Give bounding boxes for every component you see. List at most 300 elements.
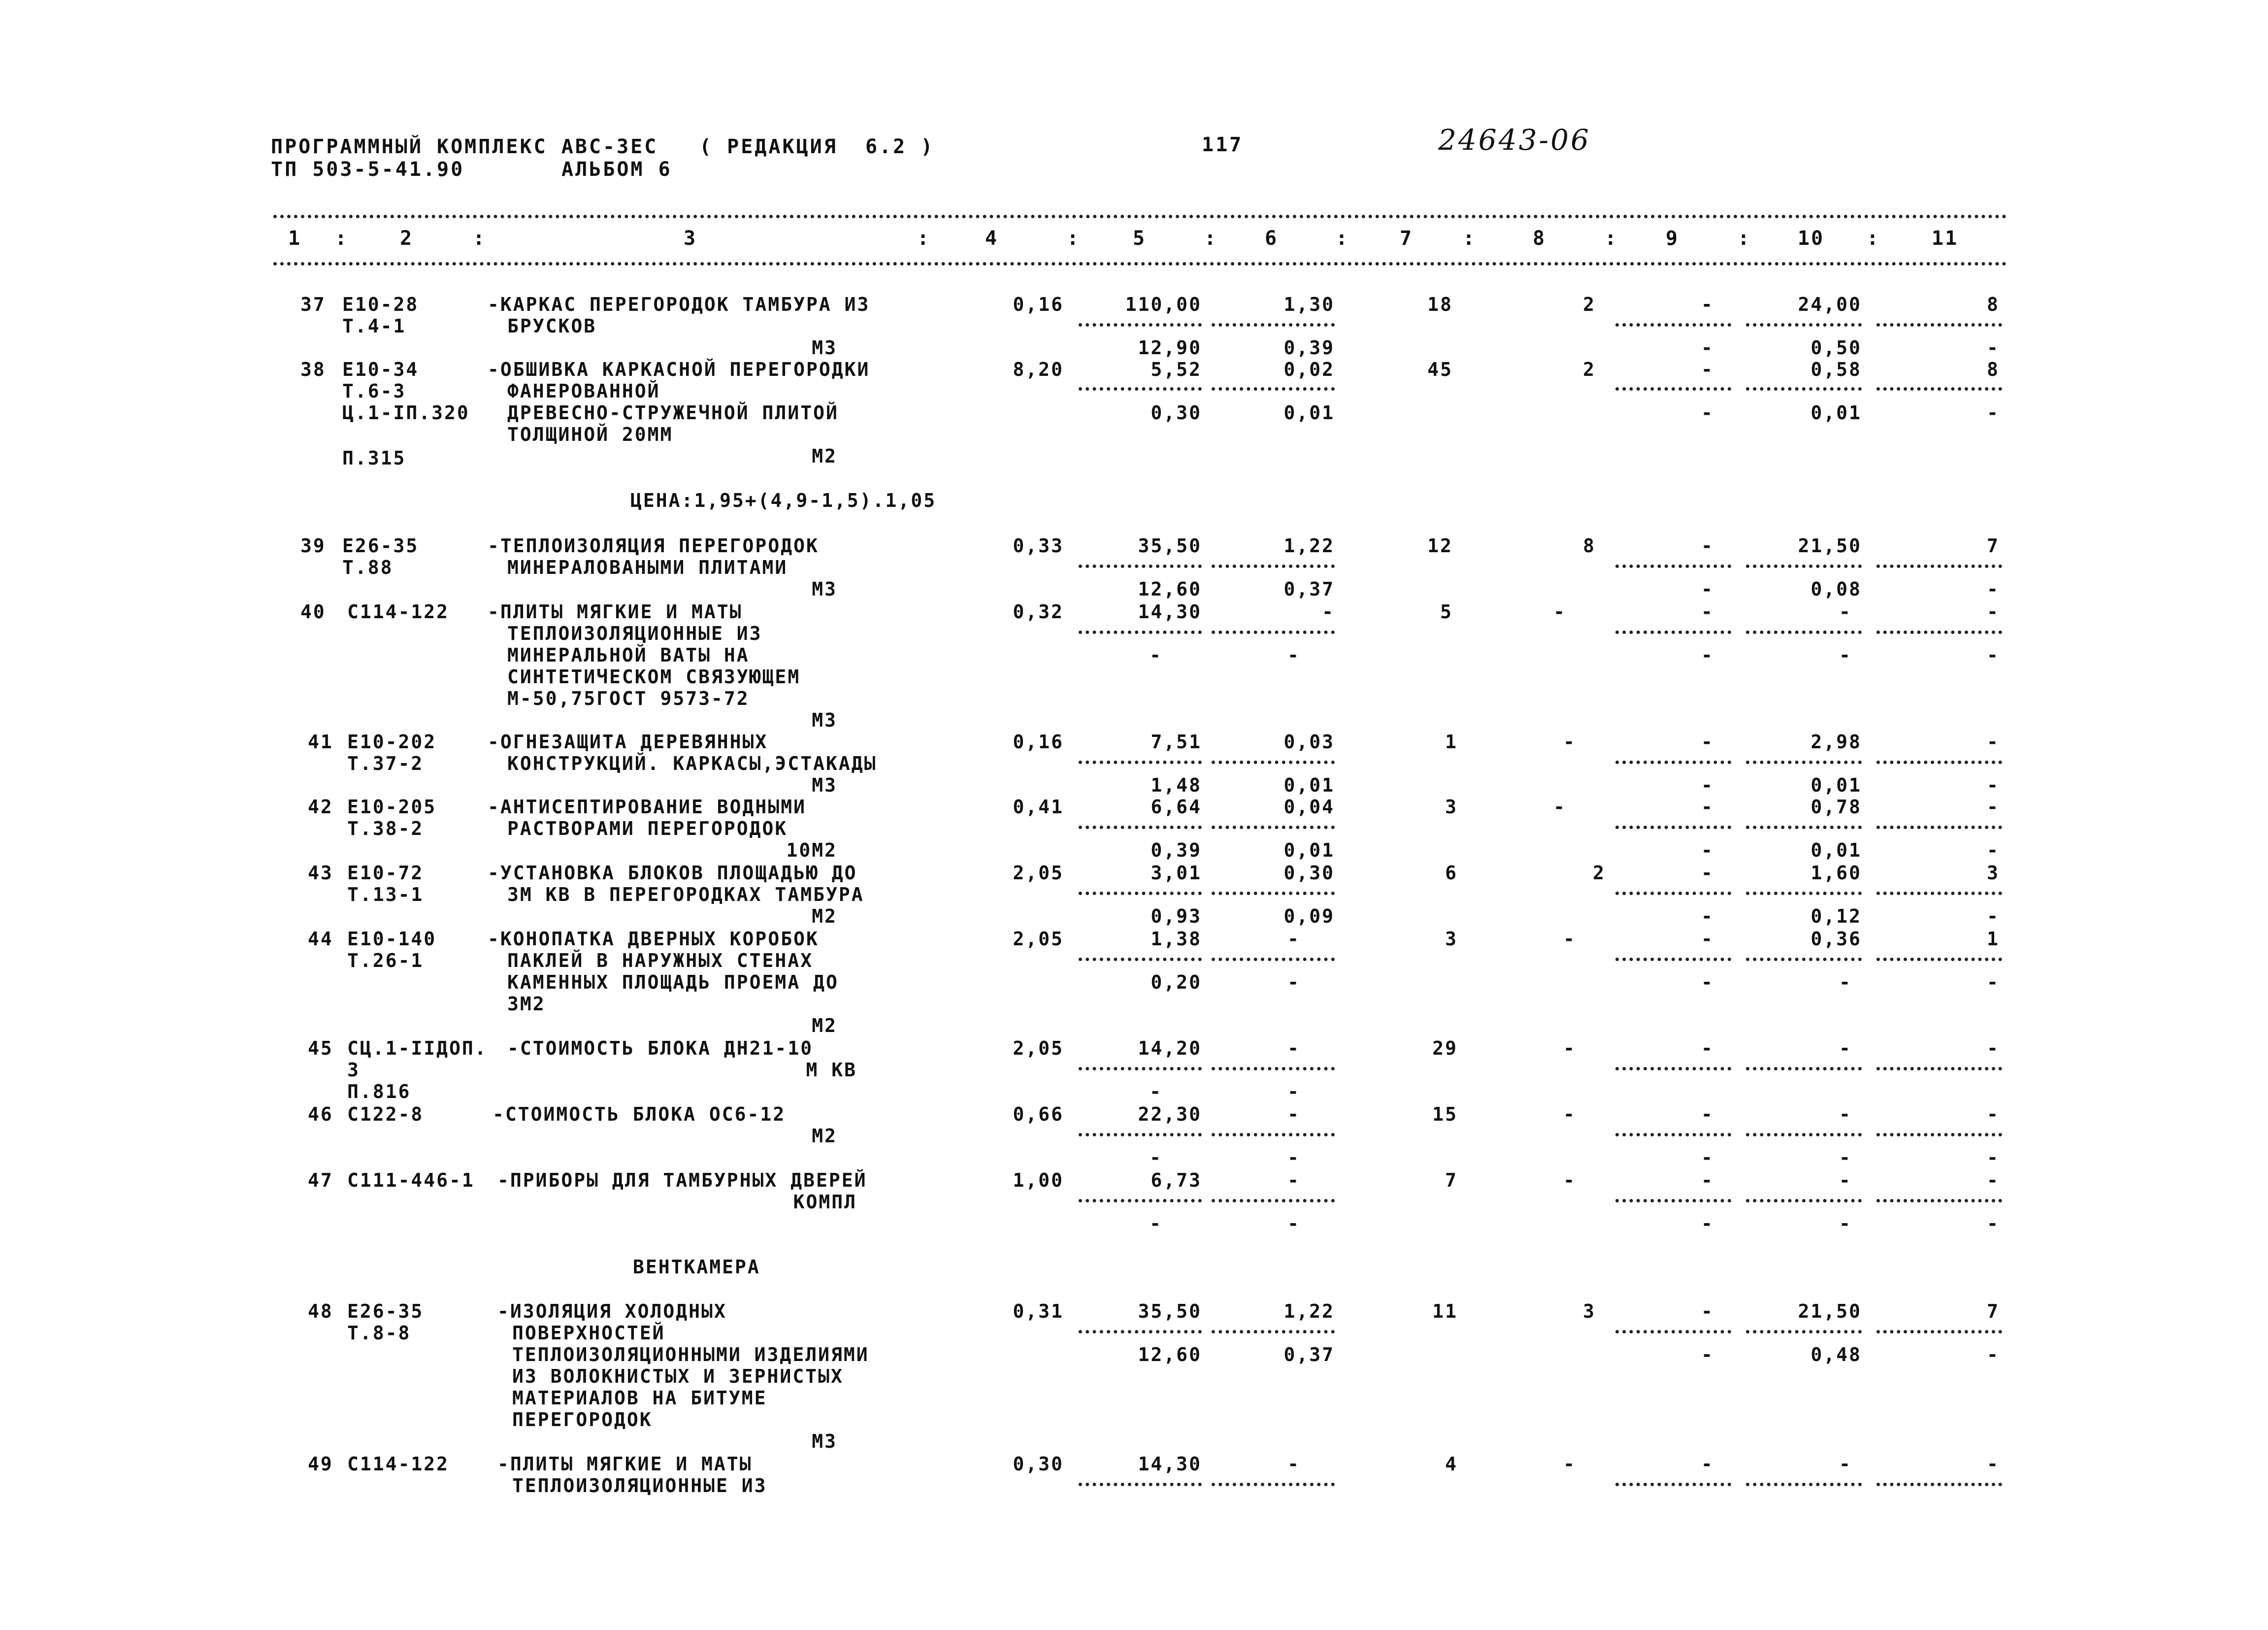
- cell-rule: [1876, 761, 2002, 764]
- col5-value: 1,38: [1150, 928, 1202, 950]
- quantity: 0,66: [1013, 1103, 1064, 1125]
- cell-rule: [1876, 387, 2002, 391]
- col8-value: 2: [1583, 359, 1596, 380]
- col5-value: 14,30: [1138, 1453, 1202, 1475]
- col10-value: 1,60: [1810, 862, 1862, 884]
- col5-value: 3,01: [1150, 862, 1202, 884]
- cell-rule: [1212, 892, 1335, 895]
- cell-rule: [1079, 1330, 1202, 1333]
- col8-value: -: [1563, 928, 1576, 950]
- col6-value: 0,02: [1283, 359, 1335, 380]
- col7-value: 7: [1445, 1169, 1458, 1191]
- cell-rule: [1615, 631, 1731, 634]
- col5-value: 35,50: [1138, 1300, 1202, 1322]
- norm-code: С122-8: [347, 1103, 424, 1125]
- col-8: 8: [1533, 227, 1546, 250]
- col10-value: 2,98: [1810, 731, 1862, 753]
- col11-value: -: [1987, 905, 2000, 927]
- work-description: СИНТЕТИЧЕСКОМ СВЯЗУЮЩЕМ: [507, 666, 801, 688]
- quantity: 0,31: [1013, 1300, 1064, 1322]
- col6-value: -: [1287, 1169, 1300, 1191]
- col5-value: 5,52: [1150, 359, 1202, 380]
- price-position: П.315: [342, 447, 406, 469]
- row-number: 41: [308, 731, 333, 753]
- cell-rule: [1079, 1133, 1202, 1136]
- col8-value: -: [1553, 796, 1566, 818]
- page-number: 117: [1202, 133, 1244, 156]
- col5-value: 0,30: [1150, 402, 1202, 424]
- col10-value: 21,50: [1798, 535, 1862, 557]
- col-6: 6: [1265, 227, 1279, 250]
- col5-value: -: [1150, 1081, 1162, 1102]
- col7-value: 3: [1445, 796, 1458, 818]
- col11-value: -: [1987, 1453, 2000, 1475]
- cell-rule: [1079, 761, 1202, 764]
- cell-rule: [1746, 631, 1862, 634]
- col11-value: -: [1987, 578, 2000, 600]
- program-title: ПРОГРАММНЫЙ КОМПЛЕКС АВС-3ЕС: [271, 135, 658, 158]
- col10-value: -: [1839, 644, 1852, 666]
- col-5: 5: [1133, 227, 1147, 250]
- work-description: ТОЛЩИНОЙ 20ММ: [507, 424, 673, 445]
- work-description: КАМЕННЫХ ПЛОЩАДЬ ПРОЕМА ДО: [507, 971, 839, 993]
- unit: М КВ: [806, 1059, 857, 1081]
- col9-value: -: [1701, 796, 1714, 818]
- work-description: ДРЕВЕСНО-СТРУЖЕЧНОЙ ПЛИТОЙ: [507, 402, 839, 424]
- quantity: 0,32: [1013, 601, 1064, 623]
- quantity: 0,16: [1013, 731, 1064, 753]
- col10-value: -: [1839, 1147, 1852, 1168]
- col6-value: 0,09: [1283, 905, 1335, 927]
- col6-value: -: [1322, 601, 1335, 623]
- col9-value: -: [1701, 1103, 1714, 1125]
- work-description: -ПЛИТЫ МЯГКИЕ И МАТЫ: [497, 1453, 753, 1475]
- cell-rule: [1746, 958, 1862, 961]
- col-sep: :: [1204, 227, 1218, 250]
- work-description: МИНЕРАЛОВАНЫМИ ПЛИТАМИ: [507, 557, 788, 578]
- col7-value: 6: [1445, 862, 1458, 884]
- col10-value: -: [1839, 1453, 1852, 1475]
- cell-rule: [1079, 1199, 1202, 1202]
- project-code: ТП 503-5-41.90: [271, 158, 465, 181]
- col6-value: 0,04: [1283, 796, 1335, 818]
- work-description: -ПЛИТЫ МЯГКИЕ И МАТЫ: [488, 601, 743, 623]
- cell-rule: [1876, 1483, 2002, 1486]
- cell-rule: [1212, 565, 1335, 568]
- col5-value: 22,30: [1138, 1103, 1202, 1125]
- col9-value: -: [1701, 731, 1714, 753]
- row-number: 43: [308, 862, 333, 884]
- quantity: 1,00: [1013, 1169, 1064, 1191]
- col5-value: 14,30: [1138, 601, 1202, 623]
- cell-rule: [1615, 1133, 1731, 1136]
- col11-value: -: [1987, 644, 2000, 666]
- col9-value: -: [1701, 1147, 1714, 1168]
- col11-value: -: [1987, 1103, 2000, 1125]
- row-number: 45: [308, 1037, 333, 1059]
- row-number: 44: [308, 928, 333, 950]
- col9-value: -: [1701, 578, 1714, 600]
- col11-value: -: [1987, 839, 2000, 861]
- cell-rule: [1746, 892, 1862, 895]
- col8-value: 2: [1593, 862, 1606, 884]
- col-10: 10: [1798, 227, 1825, 250]
- col10-value: 0,08: [1810, 578, 1862, 600]
- norm-code: С111-446-1: [347, 1169, 475, 1191]
- col9-value: -: [1701, 1169, 1714, 1191]
- col9-value: -: [1701, 1037, 1714, 1059]
- col7-value: 5: [1440, 601, 1453, 623]
- cell-rule: [1876, 892, 2002, 895]
- col10-value: -: [1839, 1037, 1852, 1059]
- col-sep: :: [917, 227, 931, 250]
- col6-value: 0,30: [1283, 862, 1335, 884]
- col10-value: 0,78: [1810, 796, 1862, 818]
- cell-rule: [1079, 323, 1202, 327]
- cell-rule: [1615, 761, 1731, 764]
- col8-value: -: [1563, 1037, 1576, 1059]
- work-description: -ПРИБОРЫ ДЛЯ ТАМБУРНЫХ ДВЕРЕЙ: [497, 1169, 867, 1191]
- col5-value: -: [1150, 1213, 1162, 1234]
- col5-value: 7,51: [1150, 731, 1202, 753]
- col-sep: :: [335, 227, 349, 250]
- col-11: 11: [1932, 227, 1959, 250]
- col8-value: -: [1563, 731, 1576, 753]
- cell-rule: [1212, 1330, 1335, 1333]
- row-number: 42: [308, 796, 333, 818]
- cell-rule: [1212, 1133, 1335, 1136]
- work-description: М-50,75ГОСТ 9573-72: [507, 688, 750, 709]
- cell-rule: [1615, 826, 1731, 829]
- col10-value: 0,12: [1810, 905, 1862, 927]
- cell-rule: [1746, 1199, 1862, 1202]
- col10-value: -: [1839, 1169, 1852, 1191]
- unit: М3: [812, 1430, 837, 1452]
- col5-value: -: [1150, 1147, 1162, 1168]
- quantity: 0,30: [1013, 1453, 1064, 1475]
- cell-rule: [1876, 1067, 2002, 1070]
- col11-value: 3: [1987, 862, 2000, 884]
- quantity: 0,16: [1013, 294, 1064, 315]
- norm-code: Е10-72: [347, 862, 424, 884]
- col9-value: -: [1701, 774, 1714, 796]
- col10-value: -: [1839, 971, 1852, 993]
- price-formula: ЦЕНА:1,95+(4,9-1,5).1,05: [630, 490, 937, 511]
- album: АЛЬБОМ 6: [561, 158, 672, 181]
- unit: М2: [812, 1015, 837, 1036]
- row-number: 40: [300, 601, 326, 623]
- norm-code: Е10-34: [342, 359, 419, 380]
- work-description: ПАКЛЕЙ В НАРУЖНЫХ СТЕНАХ: [507, 950, 814, 971]
- col-9: 9: [1666, 227, 1679, 250]
- cell-rule: [1615, 958, 1731, 961]
- col-2: 2: [400, 227, 414, 250]
- cell-rule: [1746, 565, 1862, 568]
- norm-code: Е26-35: [342, 535, 419, 557]
- col7-value: 45: [1427, 359, 1453, 380]
- col6-value: 0,37: [1283, 1344, 1335, 1365]
- cell-rule: [1746, 826, 1862, 829]
- row-number: 46: [308, 1103, 333, 1125]
- col11-value: 8: [1987, 359, 2000, 380]
- col11-value: 1: [1987, 928, 2000, 950]
- cell-rule: [1212, 323, 1335, 327]
- cell-rule: [1212, 631, 1335, 634]
- col9-value: -: [1701, 862, 1714, 884]
- norm-code: Е10-140: [347, 928, 437, 950]
- cell-rule: [1079, 826, 1202, 829]
- col9-value: -: [1701, 971, 1714, 993]
- norm-code: Е26-35: [347, 1300, 424, 1322]
- col6-value: 1,30: [1283, 294, 1335, 315]
- col10-value: -: [1839, 1103, 1852, 1125]
- norm-code-table: Т.8-8: [347, 1322, 411, 1344]
- work-description: КОНСТРУКЦИЙ. КАРКАСЫ,ЭСТАКАДЫ: [507, 753, 877, 774]
- work-description: ПЕРЕГОРОДОК: [512, 1409, 653, 1430]
- col-sep: :: [1067, 227, 1081, 250]
- col6-value: -: [1287, 1453, 1300, 1475]
- col11-value: -: [1987, 1147, 2000, 1168]
- col5-value: 12,60: [1138, 578, 1202, 600]
- col10-value: 0,50: [1810, 337, 1862, 359]
- cell-rule: [1746, 761, 1862, 764]
- quantity: 2,05: [1013, 1037, 1064, 1059]
- cell-rule: [1876, 1133, 2002, 1136]
- col-sep: :: [1867, 227, 1880, 250]
- cell-rule: [1079, 1483, 1202, 1486]
- cell-rule: [1212, 1483, 1335, 1486]
- col7-value: 12: [1427, 535, 1453, 557]
- section-title: ВЕНТКАМЕРА: [633, 1256, 760, 1278]
- col-sep: :: [1605, 227, 1618, 250]
- cell-rule: [1079, 892, 1202, 895]
- col10-value: 0,58: [1810, 359, 1862, 380]
- col10-value: 21,50: [1798, 1300, 1862, 1322]
- work-description: 3М2: [507, 993, 546, 1015]
- col8-value: 8: [1583, 535, 1596, 557]
- work-description: -АНТИСЕПТИРОВАНИЕ ВОДНЫМИ: [488, 796, 806, 818]
- col11-value: -: [1987, 1213, 2000, 1234]
- col7-value: 18: [1427, 294, 1453, 315]
- col-7: 7: [1400, 227, 1413, 250]
- col6-value: 0,03: [1283, 731, 1335, 753]
- norm-code-table: Т.4-1: [342, 315, 406, 337]
- work-description: МИНЕРАЛЬНОЙ ВАТЫ НА: [507, 644, 750, 666]
- col8-value: -: [1553, 601, 1566, 623]
- col7-value: 11: [1432, 1300, 1458, 1322]
- row-number: 38: [300, 359, 326, 380]
- col11-value: -: [1987, 337, 2000, 359]
- unit: 10М2: [786, 839, 837, 861]
- quantity: 8,20: [1013, 359, 1064, 380]
- cell-rule: [1876, 826, 2002, 829]
- col11-value: -: [1987, 601, 2000, 623]
- col7-value: 3: [1445, 928, 1458, 950]
- work-description: РАСТВОРАМИ ПЕРЕГОРОДОК: [507, 818, 788, 839]
- cell-rule: [1212, 387, 1335, 391]
- col8-value: -: [1563, 1103, 1576, 1125]
- work-description: -СТОИМОСТЬ БЛОКА ДН21-10: [507, 1037, 814, 1059]
- cell-rule: [1079, 958, 1202, 961]
- col6-value: -: [1287, 1103, 1300, 1125]
- col9-value: -: [1701, 1213, 1714, 1234]
- col6-value: -: [1287, 1147, 1300, 1168]
- header-rule-top: [273, 215, 2007, 218]
- col5-value: 6,64: [1150, 796, 1202, 818]
- cell-rule: [1876, 1330, 2002, 1333]
- unit: М2: [812, 445, 837, 467]
- handwritten-number: 24643-06: [1438, 123, 1591, 157]
- col7-value: 4: [1445, 1453, 1458, 1475]
- work-description: -СТОИМОСТЬ БЛОКА ОС6-12: [493, 1103, 786, 1125]
- col11-value: 7: [1987, 1300, 2000, 1322]
- col10-value: 0,01: [1810, 402, 1862, 424]
- cell-rule: [1615, 1199, 1731, 1202]
- quantity: 0,33: [1013, 535, 1064, 557]
- col6-value: 0,37: [1283, 578, 1335, 600]
- cell-rule: [1079, 565, 1202, 568]
- col6-value: -: [1287, 1037, 1300, 1059]
- norm-code: Е10-202: [347, 731, 437, 753]
- work-description: МАТЕРИАЛОВ НА БИТУМЕ: [512, 1387, 767, 1409]
- cell-rule: [1746, 323, 1862, 327]
- norm-code: Е10-28: [342, 294, 419, 315]
- unit: М2: [812, 905, 837, 927]
- col11-value: -: [1987, 971, 2000, 993]
- cell-rule: [1876, 323, 2002, 327]
- col6-value: -: [1287, 971, 1300, 993]
- price-reference: Ц.1-IП.320: [342, 402, 470, 424]
- work-description: -ОБШИВКА КАРКАСНОЙ ПЕРЕГОРОДКИ: [488, 359, 870, 380]
- col10-value: 0,01: [1810, 839, 1862, 861]
- work-description: ТЕПЛОИЗОЛЯЦИОННЫЕ ИЗ: [512, 1475, 767, 1497]
- norm-code-table: Т.13-1: [347, 884, 424, 905]
- unit: М2: [812, 1125, 837, 1147]
- work-description: -ОГНЕЗАЩИТА ДЕРЕВЯННЫХ: [488, 731, 768, 753]
- unit: М3: [812, 774, 837, 796]
- col8-value: 3: [1583, 1300, 1596, 1322]
- col11-value: -: [1987, 1344, 2000, 1365]
- col9-value: -: [1701, 1344, 1714, 1365]
- col11-value: 8: [1987, 294, 2000, 315]
- col10-value: 0,48: [1810, 1344, 1862, 1365]
- col8-value: 2: [1583, 294, 1596, 315]
- row-number: 39: [300, 535, 326, 557]
- edition: ( РЕДАКЦИЯ 6.2 ): [699, 135, 935, 158]
- col5-value: 0,93: [1150, 905, 1202, 927]
- cell-rule: [1212, 826, 1335, 829]
- col11-value: -: [1987, 1037, 2000, 1059]
- work-description: БРУСКОВ: [507, 315, 597, 337]
- col9-value: -: [1701, 839, 1714, 861]
- row-number: 47: [308, 1169, 333, 1191]
- cell-rule: [1876, 565, 2002, 568]
- col-sep: :: [1336, 227, 1349, 250]
- cell-rule: [1746, 1067, 1862, 1070]
- col9-value: -: [1701, 1300, 1714, 1322]
- col7-value: 15: [1432, 1103, 1458, 1125]
- cell-rule: [1746, 387, 1862, 391]
- row-number: 37: [300, 294, 326, 315]
- col7-value: 1: [1445, 731, 1458, 753]
- col10-value: -: [1839, 1213, 1852, 1234]
- col-sep: :: [1738, 227, 1751, 250]
- norm-code: С114-122: [347, 1453, 450, 1475]
- cell-rule: [1615, 1483, 1731, 1486]
- work-description: ФАНЕРОВАННОЙ: [507, 380, 660, 402]
- col6-value: -: [1287, 1081, 1300, 1102]
- cell-rule: [1615, 892, 1731, 895]
- work-description: -ТЕПЛОИЗОЛЯЦИЯ ПЕРЕГОРОДОК: [488, 535, 819, 557]
- cell-rule: [1746, 1483, 1862, 1486]
- col10-value: -: [1839, 601, 1852, 623]
- norm-code-table: Т.26-1: [347, 950, 424, 971]
- col6-value: 0,01: [1283, 774, 1335, 796]
- col-sep: :: [473, 227, 487, 250]
- work-description: -КАРКАС ПЕРЕГОРОДОК ТАМБУРА ИЗ: [488, 294, 870, 315]
- work-description: 3М КВ В ПЕРЕГОРОДКАХ ТАМБУРА: [507, 884, 864, 905]
- col10-value: 24,00: [1798, 294, 1862, 315]
- norm-code-table: Т.6-3: [342, 380, 406, 402]
- cell-rule: [1876, 631, 2002, 634]
- row-number: 49: [308, 1453, 333, 1475]
- work-description: ПОВЕРХНОСТЕЙ: [512, 1322, 665, 1344]
- cell-rule: [1876, 958, 2002, 961]
- cell-rule: [1615, 1067, 1731, 1070]
- col5-value: 35,50: [1138, 535, 1202, 557]
- norm-code-table: Т.37-2: [347, 753, 424, 774]
- col11-value: 7: [1987, 535, 2000, 557]
- col8-value: -: [1563, 1169, 1576, 1191]
- col9-value: -: [1701, 359, 1714, 380]
- col6-value: 1,22: [1283, 535, 1335, 557]
- col7-value: 29: [1432, 1037, 1458, 1059]
- col11-value: -: [1987, 731, 2000, 753]
- cell-rule: [1615, 1330, 1731, 1333]
- col9-value: -: [1701, 337, 1714, 359]
- col5-value: 12,90: [1138, 337, 1202, 359]
- work-description: ИЗ ВОЛОКНИСТЫХ И ЗЕРНИСТЫХ: [512, 1365, 844, 1387]
- col6-value: -: [1287, 928, 1300, 950]
- norm-code-part: 3: [347, 1059, 360, 1081]
- work-description: -УСТАНОВКА БЛОКОВ ПЛОЩАДЬЮ ДО: [488, 862, 857, 884]
- col9-value: -: [1701, 601, 1714, 623]
- col9-value: -: [1701, 535, 1714, 557]
- col9-value: -: [1701, 1453, 1714, 1475]
- cell-rule: [1079, 387, 1202, 391]
- cell-rule: [1212, 1067, 1335, 1070]
- work-description: ТЕПЛОИЗОЛЯЦИОННЫЕ ИЗ: [507, 623, 762, 644]
- cell-rule: [1212, 761, 1335, 764]
- cell-rule: [1615, 323, 1731, 327]
- norm-code-table: Т.38-2: [347, 818, 424, 839]
- norm-code: Е10-205: [347, 796, 437, 818]
- unit: М3: [812, 578, 837, 600]
- col5-value: 1,48: [1150, 774, 1202, 796]
- quantity: 2,05: [1013, 928, 1064, 950]
- cell-rule: [1079, 1067, 1202, 1070]
- norm-code: СЦ.1-IIДОП.: [347, 1037, 488, 1059]
- cell-rule: [1615, 387, 1731, 391]
- col9-value: -: [1701, 928, 1714, 950]
- cell-rule: [1746, 1133, 1862, 1136]
- col10-value: 0,36: [1810, 928, 1862, 950]
- col-1: 1: [288, 227, 302, 250]
- col11-value: -: [1987, 796, 2000, 818]
- unit: М3: [812, 709, 837, 731]
- col11-value: -: [1987, 774, 2000, 796]
- col6-value: 0,01: [1283, 839, 1335, 861]
